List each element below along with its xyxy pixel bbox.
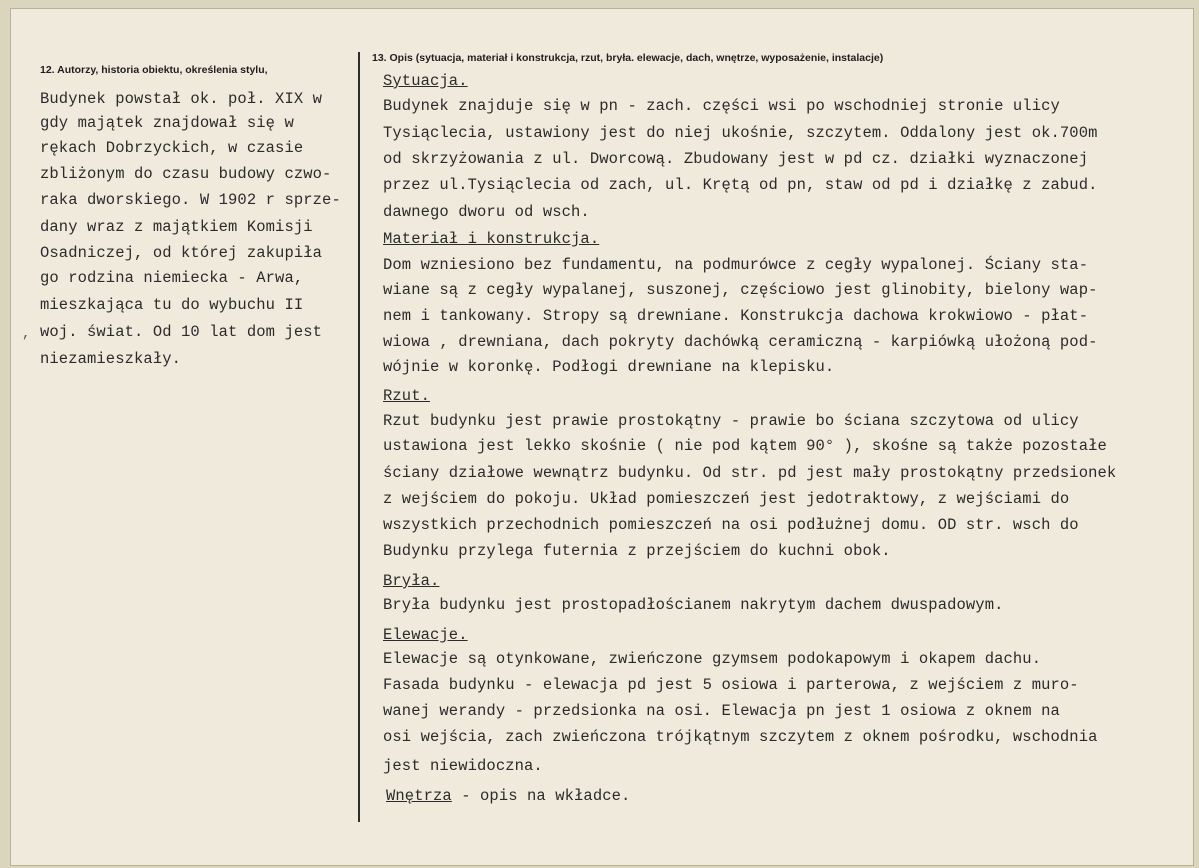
column-divider: [358, 52, 360, 822]
left-text-line: mieszkająca tu do wybuchu II: [40, 296, 304, 314]
right-text-line: jest niewidoczna.: [383, 757, 543, 775]
section-12-heading: 12. Autorzy, historia obiektu, określenia stylu,: [40, 64, 268, 76]
right-text-line: Dom wzniesiono bez fundamentu, na podmurówce z cegły wypalonej. Ściany sta-: [383, 256, 1089, 274]
right-text-line: z wejściem do pokoju. Układ pomieszczeń jest jedotraktowy, z wejściami do: [383, 490, 1070, 508]
right-text-line: wiowa , drewniana, dach pokryty dachówką ceramiczną - karpiówką ułożoną pod-: [383, 333, 1098, 351]
left-text-line: rękach Dobrzyckich, w czasie: [40, 139, 304, 157]
subsection-heading: Sytuacja.: [383, 72, 468, 90]
margin-mark: ,: [22, 326, 31, 342]
left-text-line: zbliżonym do czasu budowy czwo-: [40, 165, 332, 183]
right-text-line: wójnie w koronkę. Podłogi drewniane na klepisku.: [383, 358, 835, 376]
subsection-heading: Bryła.: [383, 572, 440, 590]
subsection-heading: Elewacje.: [383, 626, 468, 644]
right-text-line: wanej werandy - przedsionka na osi. Elewacja pn jest 1 osiowa z oknem na: [383, 702, 1060, 720]
right-text-line: wiane są z cegły wypalanej, suszonej, częściowo jest glinobity, bielony wap-: [383, 281, 1098, 299]
right-text-line: wszystkich przechodnich pomieszczeń na osi podłużnej domu. OD str. wsch do: [383, 516, 1079, 534]
right-text-line: od skrzyżowania z ul. Dworcową. Zbudowany jest w pd cz. działki wyznaczonej: [383, 150, 1089, 168]
left-text-line: niezamieszkały.: [40, 350, 182, 368]
right-text-line: ściany działowe wewnątrz budynku. Od str. pd jest mały prostokątny przedsionek: [383, 464, 1117, 482]
subsection-heading: Wnętrza - opis na wkładce.: [386, 787, 631, 805]
left-text-line: go rodzina niemiecka - Arwa,: [40, 269, 304, 287]
subsection-tail: - opis na wkładce.: [451, 787, 631, 805]
right-text-line: Tysiąclecia, ustawiony jest do niej ukośnie, szczytem. Oddalony jest ok.700m: [383, 124, 1098, 142]
left-text-line: Budynek powstał ok. poł. XIX w: [40, 90, 323, 108]
left-text-line: raka dworskiego. W 1902 r sprze-: [40, 191, 341, 209]
right-text-line: ustawiona jest lekko skośnie ( nie pod kątem 90° ), skośne są także pozostałe: [383, 437, 1107, 455]
right-text-line: osi wejścia, zach zwieńczona trójkątnym szczytem z oknem pośrodku, wschodnia: [383, 728, 1098, 746]
right-text-line: nem i tankowany. Stropy są drewniane. Konstrukcja dachowa krokwiowo - płat-: [383, 307, 1089, 325]
left-text-line: dany wraz z majątkiem Komisji: [40, 218, 313, 236]
right-text-line: dawnego dworu od wsch.: [383, 203, 590, 221]
section-13-heading: 13. Opis (sytuacja, materiał i konstrukcja, rzut, bryła. elewacje, dach, wnętrze, wyposażenie, instalacje): [372, 52, 884, 64]
right-text-line: Fasada budynku - elewacja pd jest 5 osiowa i parterowa, z wejściem z muro-: [383, 676, 1079, 694]
right-text-line: Rzut budynku jest prawie prostokątny - prawie bo ściana szczytowa od ulicy: [383, 412, 1079, 430]
right-text-line: Elewacje są otynkowane, zwieńczone gzymsem podokapowym i okapem dachu.: [383, 650, 1042, 668]
right-text-line: Budynku przylega futernia z przejściem do kuchni obok.: [383, 542, 891, 560]
left-text-line: woj. świat. Od 10 lat dom jest: [40, 323, 323, 341]
left-text-line: gdy majątek znajdował się w: [40, 114, 294, 132]
subsection-heading: Materiał i konstrukcja.: [383, 230, 600, 248]
right-text-line: Bryła budynku jest prostopadłościanem nakrytym dachem dwuspadowym.: [383, 596, 1004, 614]
left-text-line: Osadniczej, od której zakupiła: [40, 244, 323, 262]
subsection-heading: Rzut.: [383, 387, 431, 405]
right-text-line: Budynek znajduje się w pn - zach. części wsi po wschodniej stronie ulicy: [383, 97, 1060, 115]
right-text-line: przez ul.Tysiąclecia od zach, ul. Krętą od pn, staw od pd i działkę z zabud.: [383, 176, 1098, 194]
